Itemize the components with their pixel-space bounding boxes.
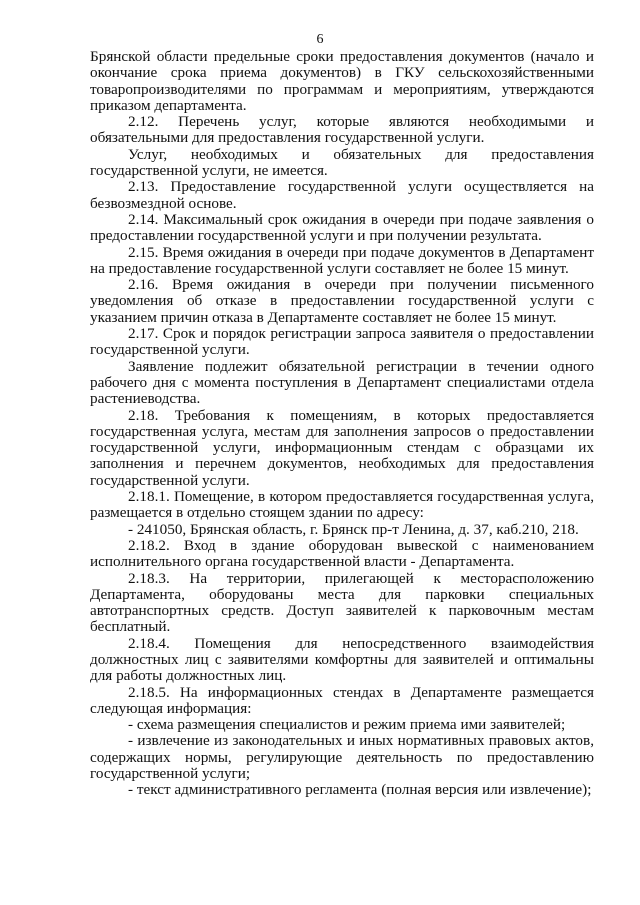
paragraph-2-14: 2.14. Максимальный срок ожидания в очереди при подаче заявления о предоставлении государственной услуги и при получении результата. <box>90 210 594 245</box>
paragraph-2-18: 2.18. Требования к помещениям, в которых предоставляется государственная услуга, местам для заполнения запросов о предоставлении государственной услуги, информационным стендам с образцами их заполнения и перечнем документов, необходимых для предоставления государственной услуги. <box>90 406 594 489</box>
paragraph-2-18-2: 2.18.2. Вход в здание оборудован вывеской с наименованием исполнительного органа государственной власти - Департамента. <box>90 536 594 571</box>
page-number: 6 <box>316 32 324 47</box>
paragraph-2-16: 2.16. Время ожидания в очереди при получении письменного уведомления об отказе в предоставлении государственной услуги с указанием причин отказа в Департаменте составляет не более 15 минут. <box>90 276 594 326</box>
paragraph-2-17: 2.17. Срок и порядок регистрации запроса заявителя о предоставлении государственной услуги. <box>90 325 594 359</box>
paragraph-2-15: 2.15. Время ожидания в очереди при подаче документов в Департамент на предоставление государственной услуги составляет не более 15 минут. <box>90 243 594 277</box>
list-item-specialists-scheme: - схема размещения специалистов и режим приема ими заявителей; <box>128 716 566 734</box>
paragraph-deadlines-continuation: Брянской области предельные сроки предоставления документов (начало и окончание срока приема документов) в ГКУ сельскохозяйственными товаропроизводителями по программам и мероприятиям, утверждаются приказом департамента. <box>90 48 594 114</box>
paragraph-2-18-3: 2.18.3. На территории, прилегающей к месторасположению Департамента, оборудованы места для парковки специальных автотранспортных средств. Доступ заявителей к парковочным местам бесплатный. <box>90 569 594 636</box>
document-body <box>90 49 594 799</box>
paragraph-no-required-services: Услуг, необходимых и обязательных для предоставления государственной услуги, не имеется. <box>90 145 594 180</box>
list-item-legal-extract: - извлечение из законодательных и иных нормативных правовых актов, содержащих нормы, регулирующие деятельность по предоставлению государственной услуги; <box>90 732 594 783</box>
paragraph-2-12: 2.12. Перечень услуг, которые являются необходимыми и обязательными для предоставления государственной услуги. <box>90 113 594 147</box>
paragraph-registration: Заявление подлежит обязательной регистрации в течении одного рабочего дня с момента поступления в Департамент специалистами отдела растениеводства. <box>90 357 594 408</box>
list-item-regulation-text: - текст административного регламента (полная версия или извлечение); <box>128 781 592 799</box>
paragraph-2-18-5: 2.18.5. На информационных стендах в Департаменте размещается следующая информация: <box>90 683 594 717</box>
paragraph-address: - 241050, Брянская область, г. Брянск пр-т Ленина, д. 37, каб.210, 218. <box>128 520 579 538</box>
paragraph-2-18-1: 2.18.1. Помещение, в котором предоставляется государственная услуга, размещается в отдельно стоящем здании по адресу: <box>90 488 594 522</box>
paragraph-2-18-4: 2.18.4. Помещения для непосредственного взаимодействия должностных лиц с заявителями комфортны для заявителей и оптимальны для работы должностных лиц. <box>90 634 594 685</box>
paragraph-2-13: 2.13. Предоставление государственной услуги осуществляется на безвозмездной основе. <box>90 178 594 212</box>
